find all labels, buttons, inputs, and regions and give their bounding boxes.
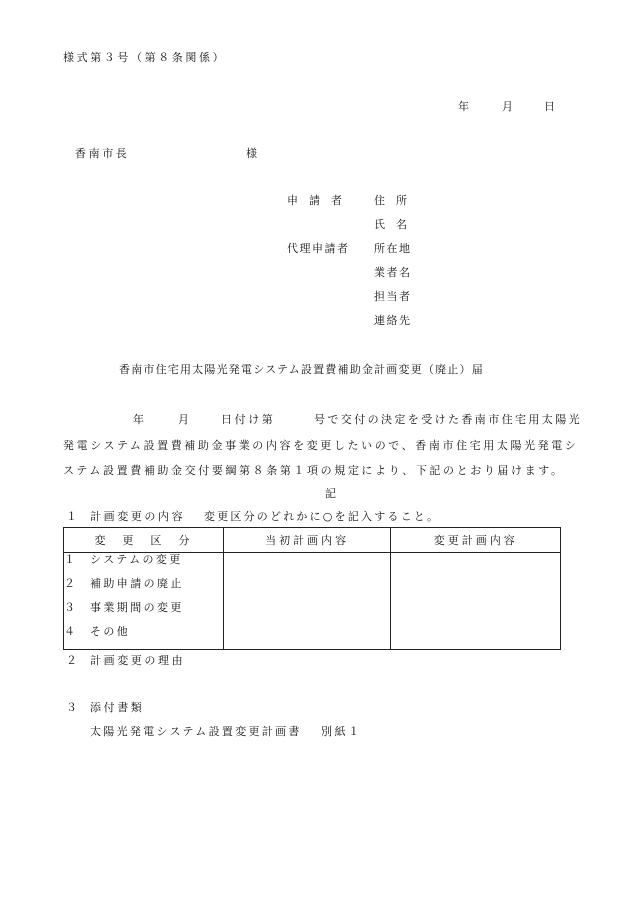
section2-number: ２ — [66, 654, 77, 667]
category-cell — [64, 553, 224, 650]
attachment-ref: 別紙１ — [321, 725, 362, 738]
section3-title: 添付書類 — [90, 701, 145, 714]
changed-plan-cell[interactable] — [391, 553, 561, 650]
category-label: システムの変更 — [90, 553, 183, 566]
attachment-item: 太陽光発電システム設置変更計画書 — [90, 725, 302, 738]
applicant-address-label: 住 所 — [374, 194, 407, 207]
applicant-label: 申 請 者 — [287, 194, 342, 207]
category-item-system-change[interactable] — [64, 553, 223, 577]
header-changed-plan: 変更計画内容 — [391, 528, 561, 553]
applicant-name-label: 氏 名 — [374, 218, 407, 231]
change-table — [63, 527, 561, 650]
table-header-row — [64, 528, 561, 553]
addressee-honorific: 様 — [246, 147, 260, 160]
body-line3: ステム設置費補助金交付要綱第８条第１項の規定により、下記のとおり届けます。 — [63, 464, 565, 477]
section1-number: １ — [66, 510, 77, 523]
form-number: 様式第３号（第８条関係） — [63, 51, 227, 64]
body-month-label: 月 — [178, 413, 189, 426]
date-year-label: 年 — [458, 100, 469, 113]
category-num: ３ — [64, 601, 75, 614]
category-item-application-withdrawal[interactable] — [64, 577, 223, 601]
agent-location-label: 所在地 — [374, 242, 412, 255]
agent-person-label: 担当者 — [374, 290, 412, 303]
section2-title: 計画変更の理由 — [90, 654, 186, 667]
category-num: １ — [64, 553, 75, 566]
agent-contact-label: 連絡先 — [374, 314, 412, 327]
category-num: ２ — [64, 577, 75, 590]
date-day-label: 日 — [544, 100, 555, 113]
category-item-other[interactable] — [64, 625, 223, 649]
document-title: 香南市住宅用太陽光発電システム設置費補助金計画変更（廃止）届 — [119, 363, 484, 376]
body-dated-no: 日付け第 — [221, 413, 276, 426]
header-category: 変 更 区 分 — [64, 528, 224, 553]
date-month-label: 月 — [502, 100, 513, 113]
category-label: その他 — [90, 625, 131, 638]
agent-label: 代理申請者 — [287, 242, 350, 255]
section3-number: ３ — [66, 701, 77, 714]
body-line1-rest: 号で交付の決定を受けた香南市住宅用太陽光 — [314, 413, 582, 426]
section1-title: 計画変更の内容 — [90, 510, 186, 523]
category-label: 補助申請の廃止 — [90, 577, 184, 590]
ki-label: 記 — [325, 487, 336, 500]
section1-instruction: 変更区分のどれかに○を記入すること。 — [204, 510, 441, 523]
agent-company-label: 業者名 — [374, 266, 412, 279]
initial-plan-cell[interactable] — [223, 553, 391, 650]
table-body-row — [64, 553, 561, 650]
category-item-period-change[interactable] — [64, 601, 223, 625]
addressee-name: 香南市長 — [75, 147, 130, 160]
category-label: 事業期間の変更 — [90, 601, 184, 614]
body-line2: 発電システム設置費補助金事業の内容を変更したいので、香南市住宅用太陽光発電シ — [63, 439, 579, 452]
header-initial-plan: 当初計画内容 — [223, 528, 391, 553]
body-year-label: 年 — [133, 413, 144, 426]
category-num: ４ — [64, 625, 75, 638]
